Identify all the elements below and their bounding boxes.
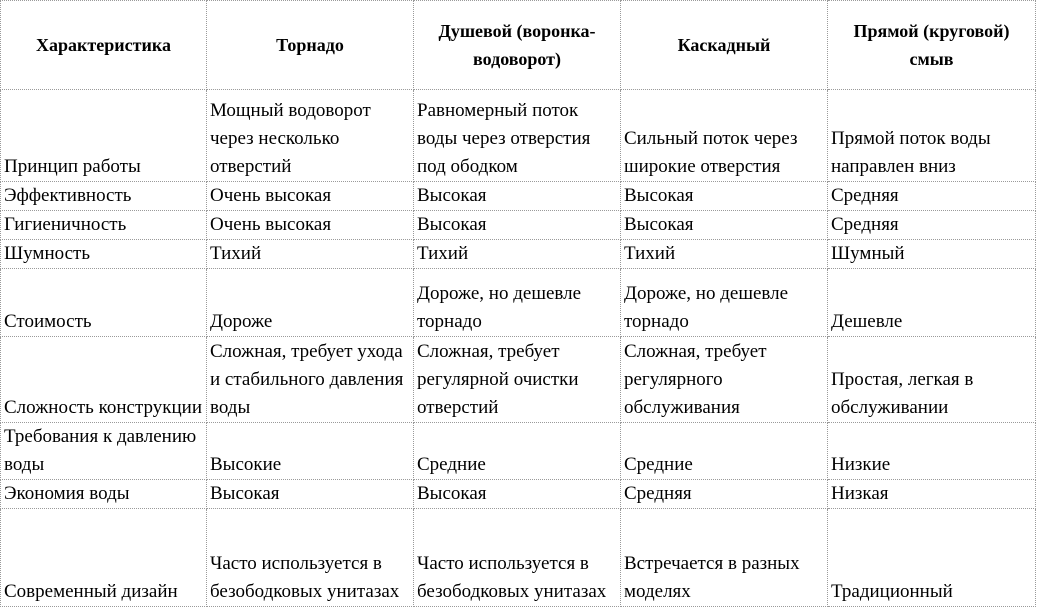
- header-row: [1, 1, 1036, 90]
- row-label: Экономия воды: [1, 480, 207, 509]
- table-cell: Тихий: [207, 240, 414, 269]
- row-label: Эффективность: [1, 182, 207, 211]
- row-label: Принцип работы: [1, 90, 207, 182]
- row-label: Гигиеничность: [1, 211, 207, 240]
- table-cell: Часто используется в безободковых унитазах: [207, 509, 414, 607]
- table-cell: Сложная, требует регулярной очистки отверстий: [414, 337, 621, 423]
- table-cell: Сложная, требует регулярного обслуживания: [621, 337, 828, 423]
- table-row: [1, 90, 1036, 182]
- row-label: Современный дизайн: [1, 509, 207, 607]
- table-cell: Простая, легкая в обслуживании: [828, 337, 1036, 423]
- header-characteristic: Характеристика: [1, 1, 207, 90]
- header-direct-flush: Прямой (круговой) смыв: [828, 1, 1036, 90]
- table-cell: Средняя: [828, 211, 1036, 240]
- table-cell: Мощный водоворот через несколько отверстий: [207, 90, 414, 182]
- table-cell: Высокая: [414, 182, 621, 211]
- table-cell: Высокая: [207, 480, 414, 509]
- table-cell: Очень высокая: [207, 211, 414, 240]
- table-cell: Сильный поток через широкие отверстия: [621, 90, 828, 182]
- header-shower-vortex: Душевой (воронка-водоворот): [414, 1, 621, 90]
- table-cell: Сложная, требует ухода и стабильного давления воды: [207, 337, 414, 423]
- table-row: [1, 423, 1036, 480]
- header-cascade: Каскадный: [621, 1, 828, 90]
- table-cell: Высокая: [621, 182, 828, 211]
- table-row: [1, 211, 1036, 240]
- table-cell: Средняя: [621, 480, 828, 509]
- header-tornado: Торнадо: [207, 1, 414, 90]
- table-cell: Традиционный: [828, 509, 1036, 607]
- table-cell: Часто используется в безободковых унитазах: [414, 509, 621, 607]
- table-cell: Низкая: [828, 480, 1036, 509]
- table-cell: Высокая: [414, 211, 621, 240]
- table-cell: Дороже: [207, 269, 414, 337]
- table-row: [1, 269, 1036, 337]
- table-row: [1, 509, 1036, 607]
- table-cell: Дешевле: [828, 269, 1036, 337]
- table-cell: Встречается в разных моделях: [621, 509, 828, 607]
- table-cell: Средние: [621, 423, 828, 480]
- table-cell: Очень высокая: [207, 182, 414, 211]
- row-label: Стоимость: [1, 269, 207, 337]
- table-cell: Прямой поток воды направлен вниз: [828, 90, 1036, 182]
- table-cell: Тихий: [621, 240, 828, 269]
- table-cell: Шумный: [828, 240, 1036, 269]
- table-cell: Низкие: [828, 423, 1036, 480]
- table-cell: Дороже, но дешевле торнадо: [621, 269, 828, 337]
- table-row: [1, 337, 1036, 423]
- table-row: [1, 240, 1036, 269]
- table-row: [1, 480, 1036, 509]
- row-label: Требования к давлению воды: [1, 423, 207, 480]
- table-cell: Высокая: [414, 480, 621, 509]
- table-cell: Средняя: [828, 182, 1036, 211]
- table-cell: Равномерный поток воды через отверстия под ободком: [414, 90, 621, 182]
- table-cell: Тихий: [414, 240, 621, 269]
- row-label: Сложность конструкции: [1, 337, 207, 423]
- table-cell: Дороже, но дешевле торнадо: [414, 269, 621, 337]
- row-label: Шумность: [1, 240, 207, 269]
- table-cell: Высокая: [621, 211, 828, 240]
- table-cell: Средние: [414, 423, 621, 480]
- table-row: [1, 182, 1036, 211]
- table-cell: Высокие: [207, 423, 414, 480]
